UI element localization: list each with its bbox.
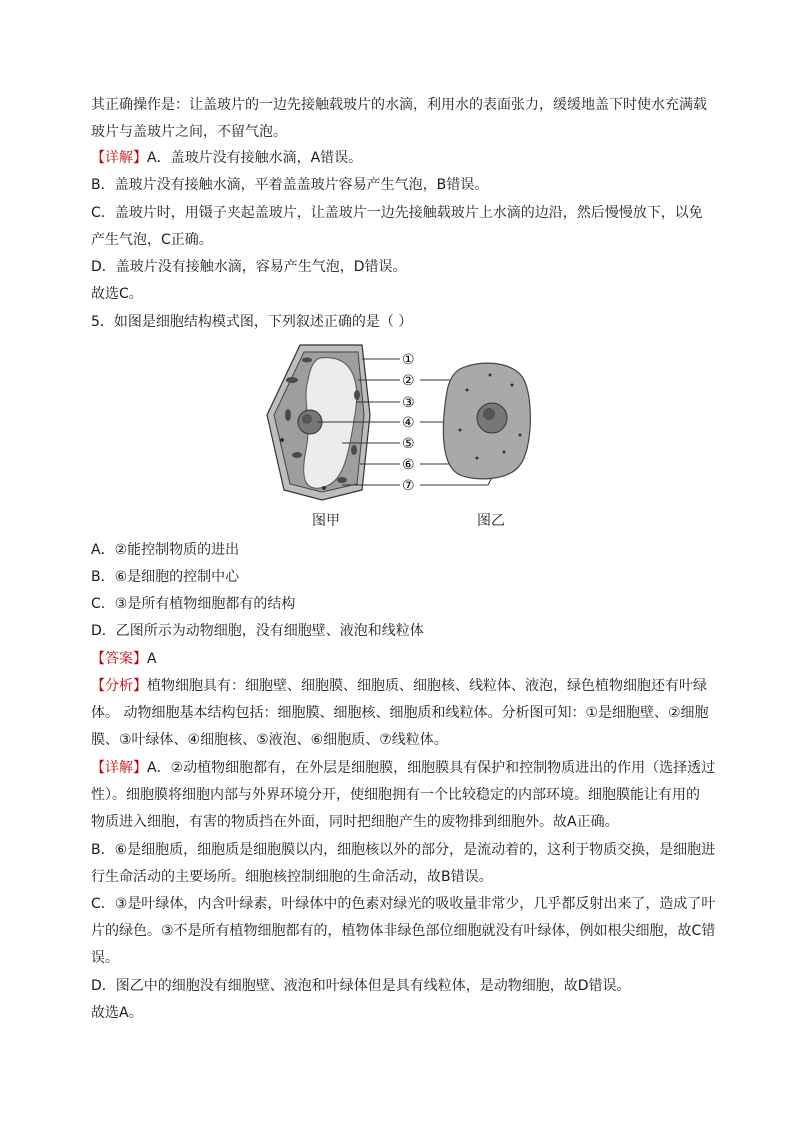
q5-question: 5．如图是细胞结构模式图，下列叙述正确的是（ ） [91, 314, 413, 330]
q4-detail-a: A．盖玻片没有接触水滴，A错误。 [147, 150, 363, 166]
q4-detail-c2: 产生气泡，C正确。 [91, 232, 213, 248]
label-3: ③ [402, 395, 415, 411]
mitochondrion [322, 486, 326, 490]
animal-nucleolus [483, 408, 495, 420]
animal-mitochondrion [489, 374, 492, 377]
analysis-line3: 膜、③叶绿体、④细胞核、⑤液泡、⑥细胞质、⑦线粒体。 [91, 732, 448, 748]
option-a: A．②能控制物质的进出 [91, 542, 240, 558]
option-c: C．③是所有植物细胞都有的结构 [91, 596, 296, 612]
label-2: ② [402, 373, 415, 389]
option-d: D．乙图所示为动物细胞，没有细胞壁、液泡和线粒体 [91, 623, 424, 639]
q5-detail-line: 行生命活动的主要场所。细胞核控制细胞的生命活动，故B错误。 [91, 869, 493, 885]
q4-detail-b: B．盖玻片没有接触水滴，平着盖盖玻片容易产生气泡，B错误。 [91, 177, 489, 193]
q5-detail-line: 物质进入细胞，有害的物质挡在外面，同时把细胞产生的废物排到细胞外。故A正确。 [91, 814, 619, 830]
q5-detail-line: B．⑥是细胞质，细胞质是细胞膜以内，细胞核以外的部分，是流动着的，这利于物质交换，是细胞进 [91, 842, 716, 858]
chloroplast [292, 452, 302, 458]
animal-mitochondrion [466, 389, 469, 392]
answer-line [91, 646, 710, 672]
option-b: B．⑥是细胞的控制中心 [91, 569, 240, 585]
mitochondrion [280, 438, 284, 442]
figure-caption-right: 图乙 [477, 513, 505, 529]
q4-conclusion: 故选C。 [91, 286, 143, 302]
animal-mitochondrion [519, 434, 522, 437]
chloroplast [354, 390, 360, 400]
answer-tag: 【答案】 [91, 651, 147, 667]
animal-mitochondrion [511, 384, 514, 387]
chloroplast [351, 445, 357, 455]
analysis-line2: 体。 动物细胞基本结构包括：细胞膜、细胞核、细胞质和线粒体。分析图可知：①是细胞壁、②细胞 [91, 705, 709, 721]
q5-detail-line-a [91, 755, 716, 781]
q5-conclusion: 故选A。 [91, 1005, 143, 1021]
q4-detail-line-a [91, 145, 710, 171]
q5-detail-a-head: A．②动植物细胞都有，在外层是细胞膜，细胞膜具有保护和控制物质进出的作用（选择透过 [147, 760, 716, 776]
figure-caption-left: 图甲 [312, 513, 340, 529]
plant-nucleolus [302, 414, 312, 424]
q4-detail-tag: 【详解】 [91, 150, 147, 166]
q4-intro-line1: 其正确操作是：让盖玻片的一边先接触载玻片的水滴，利用水的表面张力，缓缓地盖下时使水充满载 [91, 97, 707, 113]
label-5: ⑤ [402, 436, 415, 452]
analysis-text1: 植物细胞具有：细胞壁、细胞膜、细胞质、细胞核、线粒体、液泡，绿色植物细胞还有叶绿 [147, 678, 707, 694]
analysis-tag: 【分析】 [91, 678, 147, 694]
analysis-line1 [91, 673, 710, 699]
cell-diagram [262, 340, 532, 530]
animal-mitochondrion [503, 451, 506, 454]
animal-mitochondrion [476, 457, 479, 460]
q4-intro-line2: 玻片与盖玻片之间，不留气泡。 [91, 124, 287, 140]
chloroplast [337, 477, 347, 483]
q5-detail-line: 片的绿色。③不是所有植物细胞都有的，植物体非绿色部位细胞就没有叶绿体，例如根尖细胞，故C错 [91, 923, 716, 939]
q5-detail-line: 性）。细胞膜将细胞内部与外界环境分开，使细胞拥有一个比较稳定的内部环境。细胞膜能让有用的 [91, 787, 700, 803]
label-1: ① [402, 352, 415, 368]
animal-mitochondrion [459, 429, 462, 432]
label-4: ④ [402, 415, 415, 431]
chloroplast [285, 409, 291, 421]
label-7: ⑦ [402, 478, 415, 494]
q5-detail-tag: 【详解】 [91, 760, 147, 776]
q5-detail-line: C．③是叶绿体，内含叶绿素，叶绿体中的色素对绿光的吸收量非常少，几乎都反射出来了，造成了叶 [91, 896, 716, 912]
chloroplast [302, 358, 312, 363]
chloroplast [286, 377, 298, 383]
q4-detail-d: D．盖玻片没有接触水滴，容易产生气泡，D错误。 [91, 259, 407, 275]
q4-detail-c1: C．盖玻片时，用镊子夹起盖玻片，让盖玻片一边先接触载玻片上水滴的边沿，然后慢慢放下，以免 [91, 205, 703, 221]
q5-detail-line: 误。 [91, 950, 119, 966]
q5-detail-line: D．图乙中的细胞没有细胞壁、液泡和叶绿体但是具有线粒体，是动物细胞，故D错误。 [91, 978, 631, 994]
answer-value: A [147, 651, 157, 667]
label-6: ⑥ [402, 457, 415, 473]
